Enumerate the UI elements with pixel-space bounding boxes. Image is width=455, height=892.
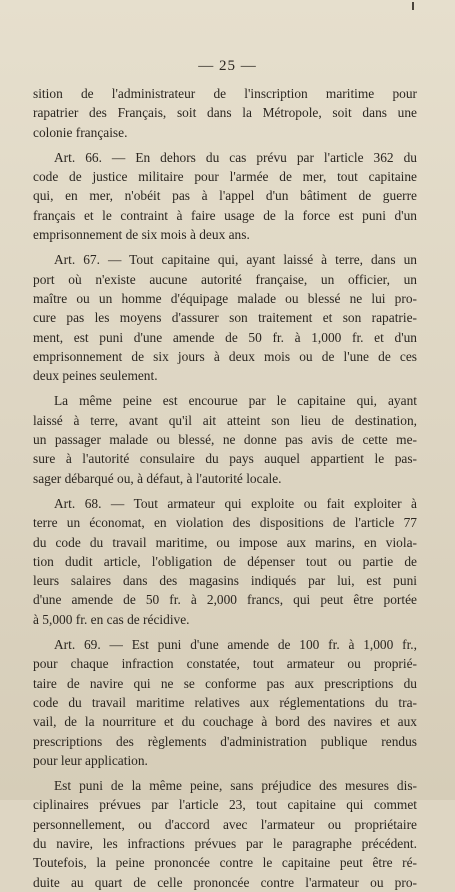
text-line: leurs salaires dans des magasins indiqués par lui, est puni xyxy=(33,573,417,589)
paragraph-art-69 xyxy=(33,635,417,770)
margin-mark xyxy=(412,2,414,10)
text-line: du navire, les infractions prévues par le paragraphe précédent. xyxy=(33,835,417,851)
text-line: ciplinaires prévues par l'article 23, tout capitaine qui commet xyxy=(33,797,417,813)
text-line: colonie française. xyxy=(33,124,128,140)
text-line: code du travail maritime relatives aux réglementations du tra- xyxy=(33,694,417,710)
text-line: prescriptions des règlements d'administration publique rendus xyxy=(33,733,417,749)
text-line: maître ou un homme d'équipage malade ou blessé ne lui pro- xyxy=(33,290,417,306)
paragraph-art-66 xyxy=(33,148,417,244)
text-line: Est puni de la même peine, sans préjudice des mesures dis- xyxy=(54,778,417,794)
text-line: terre un économat, en violation des dispositions de l'article 77 xyxy=(33,515,417,531)
text-line: Art. 68. — Tout armateur qui exploite ou fait exploiter à xyxy=(54,495,417,511)
text-line: tion dudit article, l'obligation de dépenser tout ou partie de xyxy=(33,553,417,569)
text-line: deux peines seulement. xyxy=(33,368,158,384)
text-line: cure pas les moyens d'assurer son traitement et son rapatrie- xyxy=(33,310,417,326)
text-line: personnellement, ou d'accord avec l'armateur ou propriétaire xyxy=(33,816,417,832)
body-text xyxy=(33,84,417,892)
text-line: emprisonnement de six mois à deux ans. xyxy=(33,227,250,243)
paragraph-art-69-continued xyxy=(33,776,417,892)
text-line: sager débarqué ou, à défaut, à l'autorité locale. xyxy=(33,470,282,486)
text-line: emprisonnement de six jours à deux mois ou de l'une de ces xyxy=(33,348,417,364)
text-line: sure à l'autorité consulaire du pays auquel appartient le pas- xyxy=(33,451,417,467)
text-line: d'une amende de 50 fr. à 2,000 francs, qui peut être portée xyxy=(33,592,417,608)
text-line: pour leur application. xyxy=(33,752,148,768)
paragraph-art-68 xyxy=(33,494,417,629)
text-line: vail, de la nourriture et du couchage à bord des navires et aux xyxy=(33,714,417,730)
text-line: Art. 67. — Tout capitaine qui, ayant laissé à terre, dans un xyxy=(54,252,417,268)
text-line: à 5,000 fr. en cas de récidive. xyxy=(33,611,190,627)
text-line: laissé à terre, avant qu'il ait atteint son lieu de destination, xyxy=(33,412,417,428)
text-line: taire de navire qui ne se conforme pas aux prescriptions du xyxy=(33,675,417,691)
text-line: pour chaque infraction constatée, tout armateur ou proprié- xyxy=(33,656,417,672)
text-line: ment, est puni d'une amende de 50 fr. à 1,000 fr. et d'un xyxy=(33,329,417,345)
text-line: qui, en mer, n'obéit pas à l'appel d'un bâtiment de guerre xyxy=(33,188,417,204)
text-line: du code du travail maritime, ou impose aux marins, en viola- xyxy=(33,534,417,550)
text-line: un passager malade ou blessé, ne donne pas avis de cette me- xyxy=(33,432,417,448)
paragraph-art-67 xyxy=(33,250,417,385)
text-line: français et le contraint à faire usage de la force est puni d'un xyxy=(33,207,417,223)
text-line: La même peine est encourue par le capitaine qui, ayant xyxy=(54,393,417,409)
page-number: — 25 — xyxy=(198,58,257,74)
text-line: duite au quart de celle prononcée contre l'armateur ou pro- xyxy=(33,874,417,890)
text-line: Art. 66. — En dehors du cas prévu par l'article 362 du xyxy=(54,149,417,165)
text-line: Art. 69. — Est puni d'une amende de 100 fr. à 1,000 fr., xyxy=(54,637,417,653)
text-line: sition de l'administrateur de l'inscription maritime pour xyxy=(33,86,417,101)
paragraph-art-67-continued xyxy=(33,391,417,487)
text-line: rapatrier des Français, soit dans la Métropole, soit dans une xyxy=(33,105,417,121)
paragraph-continuation xyxy=(33,84,417,142)
text-line: port où n'existe aucune autorité française, un officier, un xyxy=(33,271,417,287)
text-line: Toutefois, la peine prononcée contre le capitaine peut être ré- xyxy=(33,855,417,871)
text-line: code de justice militaire pour l'armée de mer, tout capitaine xyxy=(33,169,417,185)
